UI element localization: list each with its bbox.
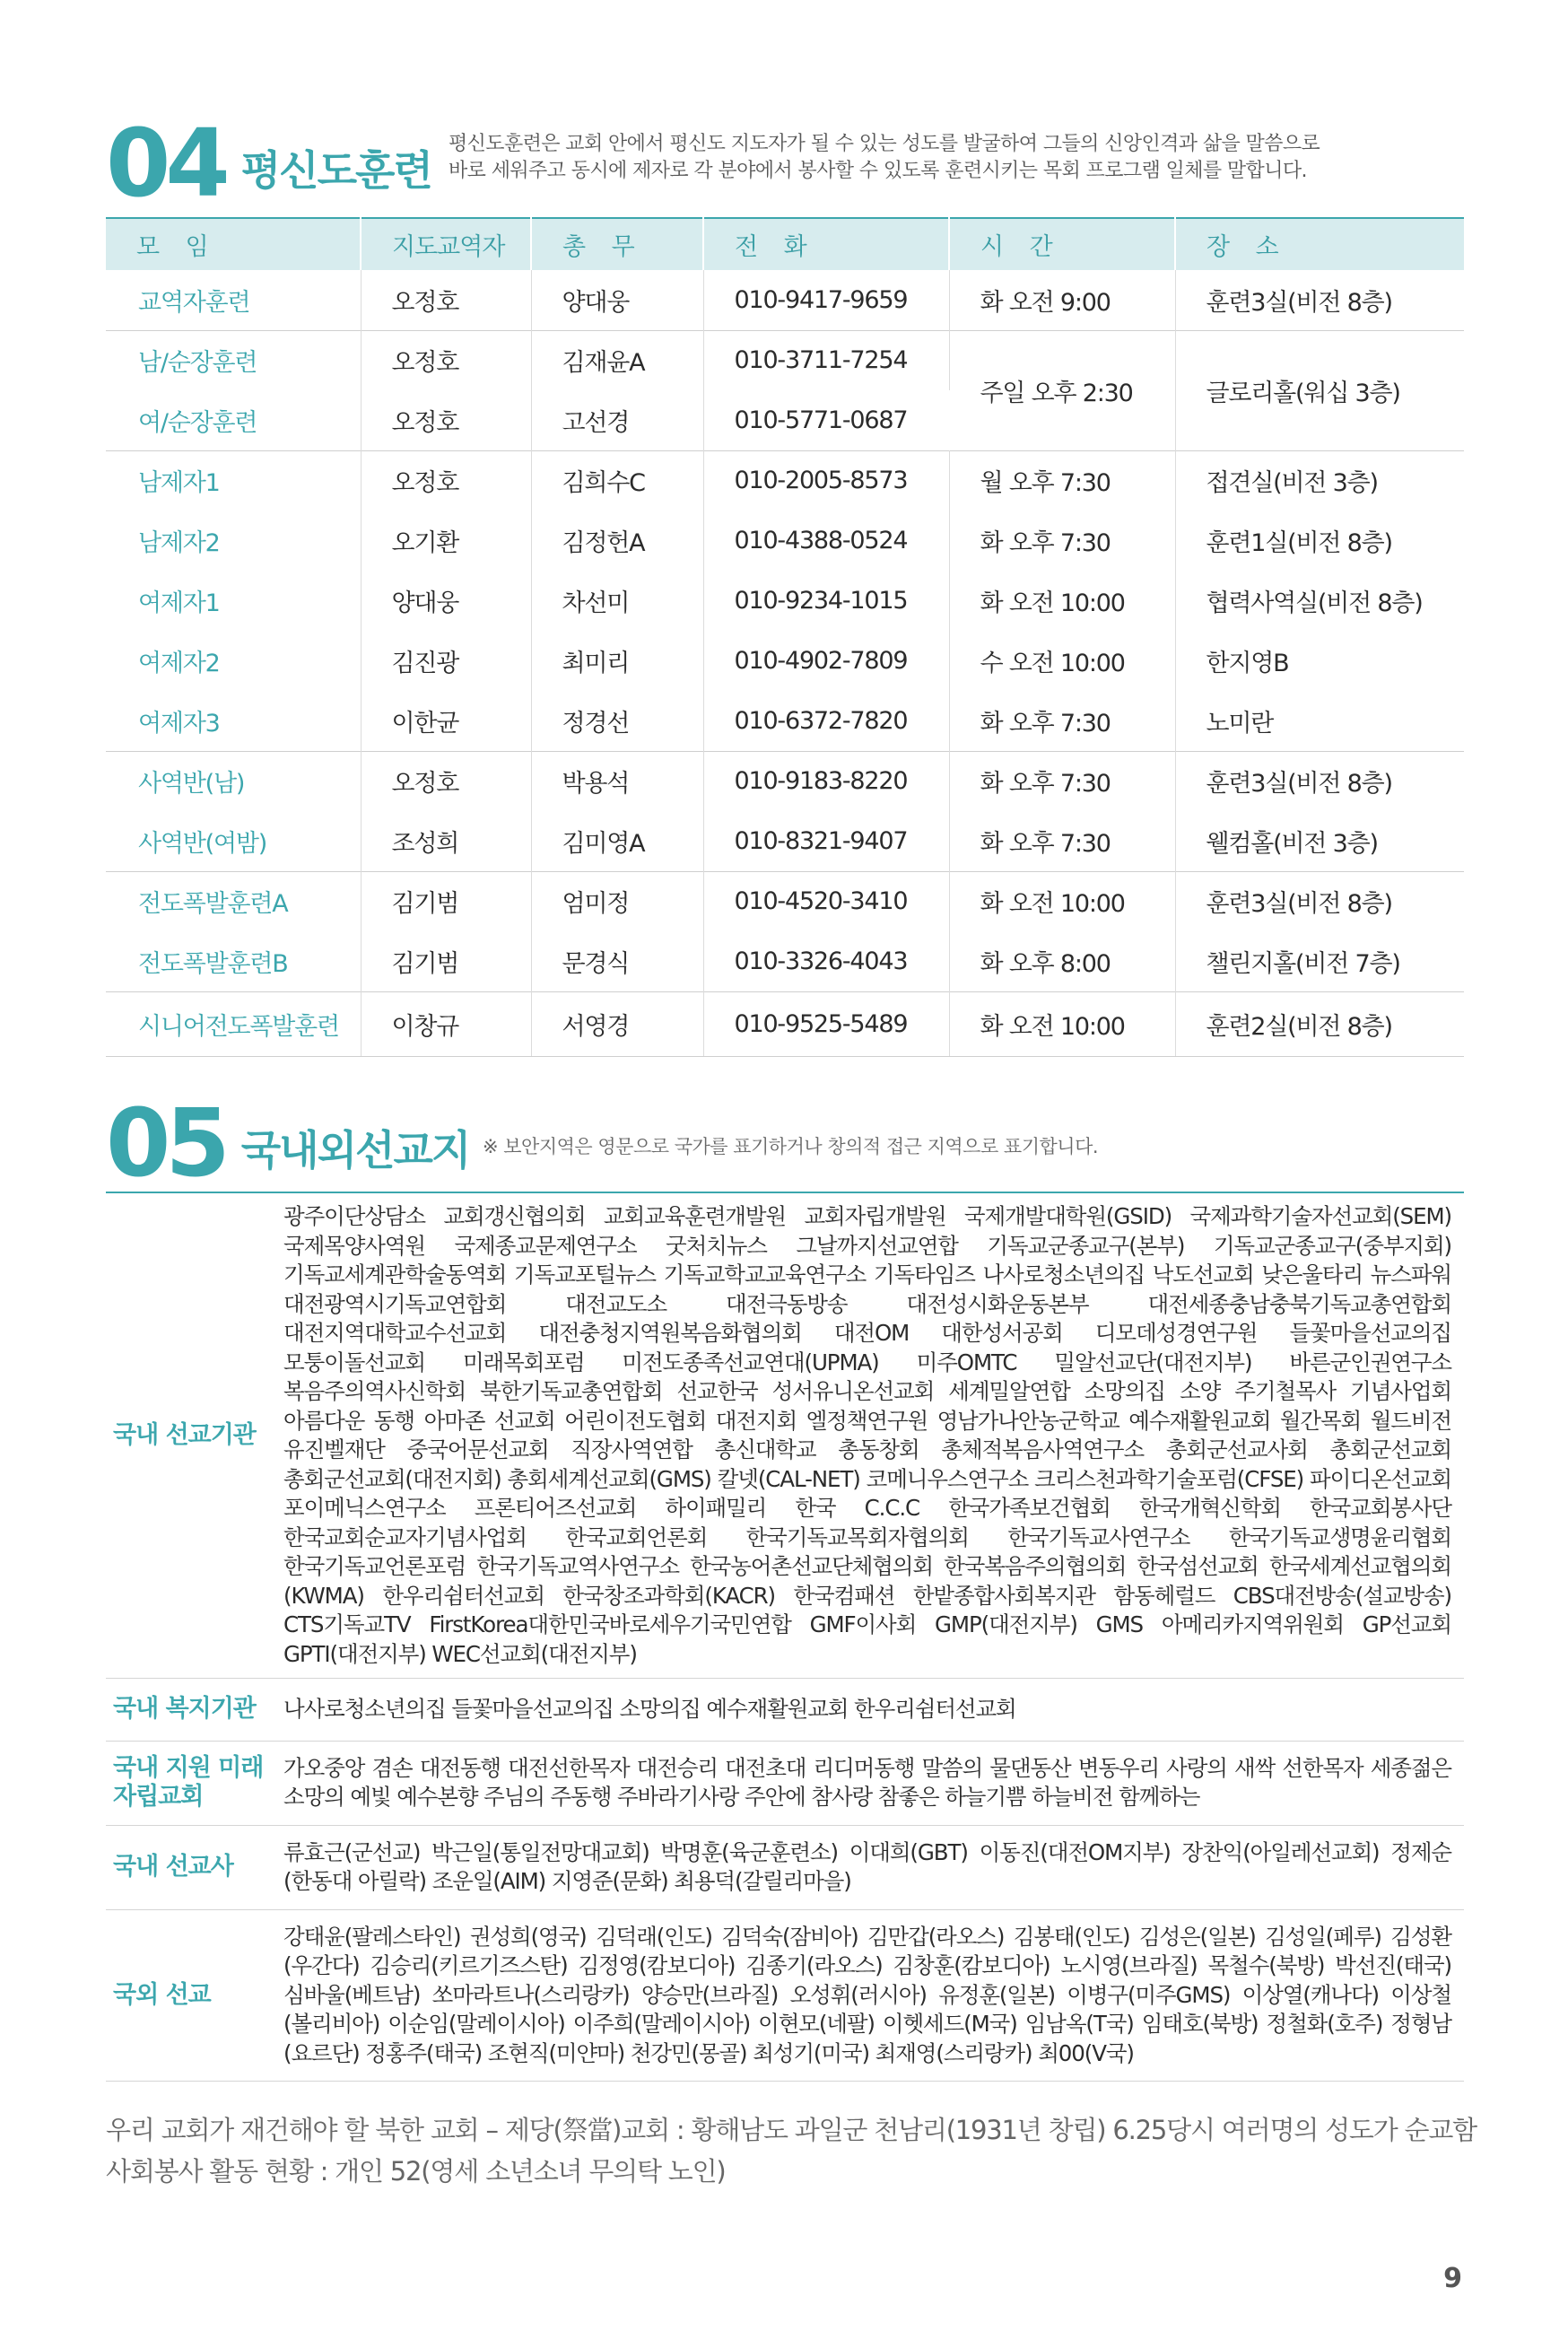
phone-number: 010-4902-7809 [703,631,949,691]
meeting-place: 훈련1실(비전 8층) [1206,529,1392,557]
phone-number: 010-8321-9407 [703,811,949,871]
mission-entries: 나사로청소년의집 들꽃마을선교의집 소망의집 예수재활원교회 한우리쉼터선교회 [283,1696,1016,1722]
table-row [106,450,1464,511]
meeting-place: 한지영B [1206,650,1289,677]
header-group: 모 임 [106,218,361,270]
meeting-place: 챌린지홀(비전 7층) [1206,949,1400,978]
secretary-name: 최미리 [531,631,703,691]
secretary-name: 김희수C [531,450,703,511]
meeting-time: 화 오전 10:00 [949,571,1175,631]
group-name: 전도폭발훈련B [106,931,361,991]
meeting-time: 화 오전 10:00 [949,991,1175,1056]
header-time: 시 간 [949,218,1175,270]
table-row [106,270,1464,330]
meeting-place: 훈련3실(비전 8층) [1175,871,1464,931]
mission-row [106,1679,1464,1742]
phone-number: 010-6372-7820 [703,691,949,751]
secretary-name: 차선미 [531,571,703,631]
mission-category: 국내 선교사 [113,1853,233,1881]
leader-name: 오정호 [361,751,531,811]
mission-category: 국내 선교기관 [113,1421,256,1449]
table-row [106,511,1464,571]
leader-name: 오정호 [361,390,531,450]
table-row [106,871,1464,931]
phone-number: 010-3711-7254 [703,330,949,390]
group-name: 여/순장훈련 [106,390,361,450]
group-name: 사역반(여밤) [106,811,361,871]
meeting-time: 화 오전 10:00 [949,871,1175,931]
mission-row [106,1193,1464,1679]
leader-name: 조성희 [361,811,531,871]
meeting-place: 글로리홀(워십 3층) [1175,330,1464,450]
secretary-name: 김재윤A [531,330,703,390]
section-title: 평신도훈련 [240,146,431,195]
meeting-time: 화 오후 8:00 [949,931,1175,991]
section-title: 국내외선교지 [240,1126,470,1174]
phone-number: 010-5771-0687 [734,406,908,434]
section-description [449,131,1320,185]
header-secretary: 총 무 [531,218,703,270]
meeting-time: 수 오전 10:00 [949,631,1175,691]
phone-number: 010-9183-8220 [703,751,949,811]
mission-row [106,1826,1464,1910]
secretary-name: 김미영A [531,811,703,871]
mission-category: 국내 복지기관 [113,1695,256,1724]
group-name: 여제자2 [106,631,361,691]
meeting-place: 웰컴홀(비전 3층) [1206,829,1378,858]
secretary-name: 서영경 [531,991,703,1056]
description-line: 평신도훈련은 교회 안에서 평신도 지도자가 될 수 있는 성도를 발굴하여 그들의 신앙인격과 삶을 말씀으로 [449,133,1320,155]
north-korea-church-note: 우리 교회가 재건해야 할 북한 교회 – 제당(祭當)교회 : 황해남도 과일군 천남리(1931년 창립) 6.25당시 여러명의 성도가 순교함 [106,2115,1477,2145]
description-line: 바로 세워주고 동시에 제자로 각 분야에서 봉사할 수 있도록 훈련시키는 목회 프로그램 일체를 말합니다. [449,160,1307,182]
table-row [106,931,1464,991]
table-row [106,991,1464,1056]
phone-number: 010-4388-0524 [703,511,949,571]
group-name: 교역자훈련 [106,270,361,330]
table-header-row [106,218,1464,270]
leader-name: 김진광 [361,631,531,691]
section-note: ※ 보안지역은 영문으로 국가를 표기하거나 창의적 접근 지역으로 표기합니다. [483,1136,1099,1157]
table-row [106,330,1464,390]
group-name: 사역반(남) [106,751,361,811]
group-name: 전도폭발훈련A [106,871,361,931]
leader-name: 김기범 [361,931,531,991]
leader-name: 양대웅 [361,571,531,631]
meeting-place: 훈련2실(비전 8층) [1175,991,1464,1056]
section-number: 05 [106,1088,225,1198]
meeting-time: 화 오후 7:30 [949,511,1175,571]
leader-name: 오정호 [361,270,531,330]
mission-entries: 강태윤(팔레스타인) 권성희(영국) 김덕래(인도) 김덕숙(잠비아) 김만갑(라오스) 김봉태(인도) 김성은(일본) 김성일(페루) 김성환(우간다) 김승리(키르기즈스탄) 김정영(캄보디아) 김종기(라오스) 김창훈(캄보디아) 노시영(브라질) 목철수(북방) 박선진(태국) 심바울(베트남) 쏘마라트나(스리랑카) 양승만(브라질) 오성휘(러시아) 유정훈(일본) 이병구(미주GMS) 이상열(캐나다) 이상철(볼리비아) 이순임(말레이시아) 이주희(말레이시아) 이현모(네팔) 이헷세드(M국) 임남옥(T국) 임태호(북방) 정철화(호주) 정형남(요르단) 정홍주(태국) 조현직(미얀마) 천강민(몽골) 최성기(미국) 최재영(스리랑카) 최00(V국) [283,1923,1451,2066]
mission-list [106,1192,1464,2082]
social-service-note: 사회봉사 활동 현황 : 개인 52(영세 소년소녀 무의탁 노인) [106,2156,726,2187]
leader-name: 오정호 [361,330,531,390]
secretary-name: 김정헌A [531,511,703,571]
group-name: 남제자2 [106,511,361,571]
meeting-time: 화 오후 7:30 [949,691,1175,751]
mission-category: 국내 지원 미래자립교회 [113,1754,264,1811]
leader-name: 이창규 [361,991,531,1056]
group-name: 여제자3 [106,691,361,751]
meeting-time: 화 오전 9:00 [949,270,1175,330]
secretary-name: 박용석 [531,751,703,811]
leader-name: 이한균 [361,691,531,751]
table-row [106,811,1464,871]
phone-number: 010-9525-5489 [703,991,949,1056]
page-number: 9 [1443,2263,1462,2294]
table-row [106,631,1464,691]
meeting-place: 협력사역실(비전 8층) [1206,589,1423,617]
secretary-name: 문경식 [531,931,703,991]
phone-number: 010-2005-8573 [703,450,949,511]
header-place: 장 소 [1175,218,1464,270]
header-phone: 전 화 [703,218,949,270]
leader-name: 김기범 [361,871,531,931]
table-row [106,751,1464,811]
meeting-place: 접견실(비전 3층) [1175,450,1464,511]
mission-category: 국외 선교 [113,1980,211,2009]
phone-number: 010-3326-4043 [703,931,949,991]
mission-entries: 가오중앙 겸손 대전동행 대전선한목자 대전승리 대전초대 리디머동행 말씀의 물댄동산 변동우리 사랑의 새싹 선한목자 세종젊은 소망의 예빛 예수본향 주님의 주동행 주바라기사랑 주안에 참사랑 참좋은 하늘기쁨 하늘비전 함께하는 [283,1754,1451,1810]
secretary-name: 정경선 [531,691,703,751]
table-row [106,571,1464,631]
training-table [106,217,1464,1057]
meeting-place: 훈련3실(비전 8층) [1175,751,1464,811]
phone-number: 010-9417-9659 [703,270,949,330]
group-name: 남제자1 [106,450,361,511]
leader-name: 오정호 [361,450,531,511]
group-name: 시니어전도폭발훈련 [106,991,361,1056]
meeting-time: 월 오후 7:30 [949,450,1175,511]
section-04-header [106,109,431,218]
meeting-place: 훈련3실(비전 8층) [1206,288,1392,317]
secretary-name: 고선경 [531,390,703,450]
mission-row [106,1742,1464,1826]
section-05-header [106,1088,470,1198]
leader-name: 오기환 [361,511,531,571]
meeting-place: 노미란 [1206,709,1274,738]
group-name: 여제자1 [106,571,361,631]
meeting-time: 화 오후 7:30 [949,811,1175,871]
table-row [106,691,1464,751]
section-number: 04 [106,109,225,218]
mission-entries: 광주이단상담소 교회갱신협의회 교회교육훈련개발원 교회자립개발원 국제개발대학원(GSID) 국제과학기술자선교회(SEM) 국제목양사역원 국제종교문제연구소 굿처치뉴스 그날까지선교연합 기독교군종교구(본부) 기독교군종교구(중부지회) 기독교세계관학술동역회 기독교포털뉴스 기독교학교교육연구소 기독타임즈 나사로청소년의집 낙도선교회 낮은울타리 뉴스파워 대전광역시기독교연합회 대전교도소 대전극동방송 대전성시화운동본부 대전세종충남충북기독교총연합회 대전지역대학교수선교회 대전충청지역원복음화협의회 대전OM 대한성서공회 디모데성경연구원 들꽃마을선교의집 모퉁이돌선교회 미래목회포럼 미전도종족선교연대(UPMA) 미주OMTC 밀알선교단(대전지부) 바른군인권연구소 복음주의역사신학회 북한기독교총연합회 선교한국 성서유니온선교회 세계밀알연합 소망의집 소양 주기철목사 기념사업회 아름다운 동행 아마존 선교회 어린이전도협회 대전지회 엘정책연구원 영남가나안농군학교 예수재활원교회 월간목회 월드비전 유진벨재단 중국어문선교회 직장사역연합 총신대학교 총동창회 총체적복음사역연구소 총회군선교사회 총회군선교회 총회군선교회(대전지회) 총회세계선교회(GMS) 칼넷(CAL-NET) 코메니우스연구소 크리스천과학기술포럼(CFSE) 파이디온선교회 포이메닉스연구소 프론티어즈선교회 하이패밀리 한국 C.C.C 한국가족보건협회 한국개혁신학회 한국교회봉사단 한국교회순교자기념사업회 한국교회언론회 한국기독교목회자협의회 한국기독교사연구소 한국기독교생명윤리협회 한국기독교언론포럼 한국기독교역사연구소 한국농어촌선교단체협의회 한국복음주의협의회 한국섬선교회 한국세계선교협의회(KWMA) 한우리쉼터선교회 한국창조과학회(KACR) 한국컴패션 한밭종합사회복지관 함동헤럴드 CBS대전방송(설교방송) CTS기독교TV FirstKorea대한민국바로세우기국민연합 GMF이사회 GMP(대전지부) GMS 아메리카지역위원회 GP선교회 GPTI(대전지부) WEC선교회(대전지부) [283,1203,1451,1667]
group-name: 남/순장훈련 [106,330,361,390]
meeting-time: 주일 오후 2:30 [949,330,1175,450]
phone-number: 010-9234-1015 [703,571,949,631]
secretary-name: 엄미정 [531,871,703,931]
mission-entries: 류효근(군선교) 박근일(통일전망대교회) 박명훈(육군훈련소) 이대희(GBT) 이동진(대전OM지부) 장찬익(아일레선교회) 정제순(한동대 아릴락) 조운일(AIM) 지영준(문화) 최용덕(갈릴리마을) [283,1838,1451,1894]
phone-number: 010-4520-3410 [703,871,949,931]
header-leader: 지도교역자 [361,218,531,270]
meeting-time: 화 오후 7:30 [949,751,1175,811]
mission-row [106,1910,1464,2082]
secretary-name: 양대웅 [531,270,703,330]
